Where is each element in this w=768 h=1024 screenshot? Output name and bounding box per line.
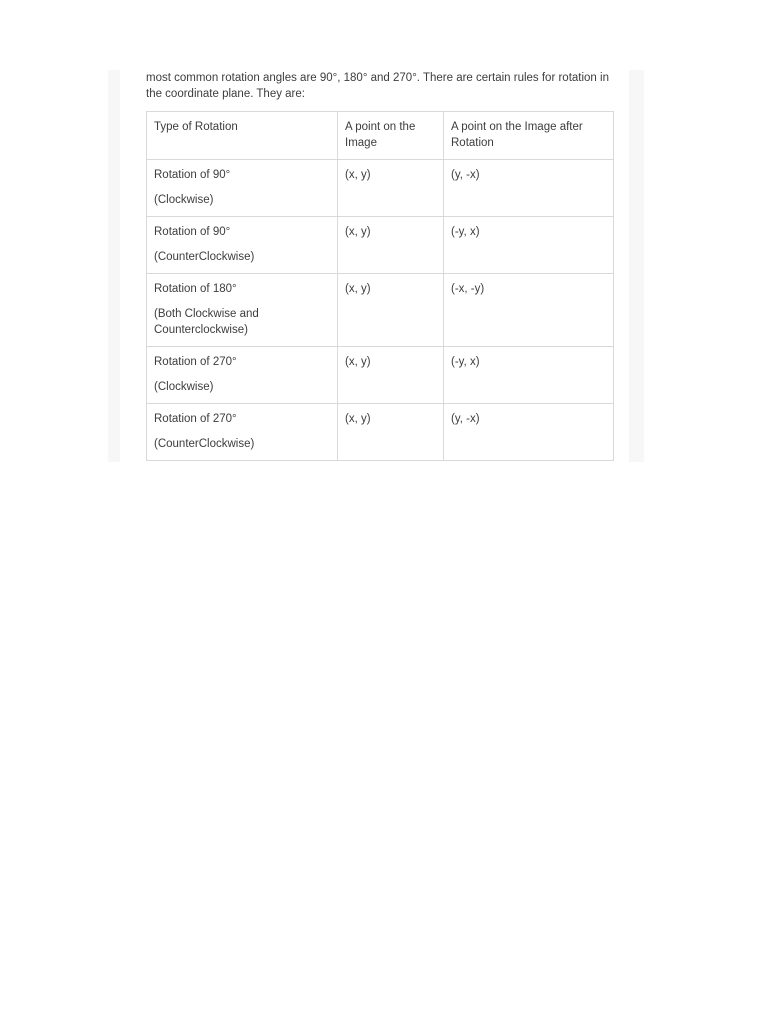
content-card: [120, 70, 629, 462]
table-row: [147, 404, 614, 461]
original-point: (x, y): [338, 217, 444, 274]
original-point: (x, y): [338, 404, 444, 461]
original-point: (x, y): [338, 160, 444, 217]
rotation-type: Rotation of 90°: [154, 226, 231, 238]
intro-line-2: the coordinate plane. They are:: [146, 88, 305, 100]
rotation-direction: (CounterClockwise): [154, 251, 255, 263]
rotation-type-cell: [147, 217, 338, 274]
rotated-point: (-y, x): [444, 217, 614, 274]
rotation-type: Rotation of 90°: [154, 169, 231, 181]
table-header-row: [147, 112, 614, 160]
table-row: [147, 217, 614, 274]
intro-line-1: most common rotation angles are 90°, 180° and 270°. There are certain rules for rotation in: [146, 72, 609, 84]
rotation-direction: (Clockwise): [154, 194, 214, 206]
rotated-point: (y, -x): [444, 404, 614, 461]
header-point-on-image: A point on the Image: [338, 112, 444, 160]
table-row: [147, 347, 614, 404]
rotation-direction: (Clockwise): [154, 381, 214, 393]
rotation-type-cell: [147, 404, 338, 461]
rotated-point: (y, -x): [444, 160, 614, 217]
original-point: (x, y): [338, 347, 444, 404]
rotation-direction: (CounterClockwise): [154, 438, 255, 450]
page-panel: [108, 70, 644, 462]
rotated-point: (-y, x): [444, 347, 614, 404]
header-type-of-rotation: Type of Rotation: [147, 112, 338, 160]
intro-paragraph: [146, 70, 626, 102]
rotated-point: (-x, -y): [444, 274, 614, 347]
rotation-type: Rotation of 180°: [154, 283, 237, 295]
header-point-after-rotation: A point on the Image after Rotation: [444, 112, 614, 160]
rotation-rules-table: [146, 111, 614, 461]
rotation-type: Rotation of 270°: [154, 356, 237, 368]
table-row: [147, 274, 614, 347]
table-row: [147, 160, 614, 217]
rotation-type-cell: [147, 160, 338, 217]
rotation-direction: (Both Clockwise and Counterclockwise): [154, 308, 259, 336]
rotation-type-cell: [147, 347, 338, 404]
rotation-type: Rotation of 270°: [154, 413, 237, 425]
original-point: (x, y): [338, 274, 444, 347]
rotation-type-cell: [147, 274, 338, 347]
